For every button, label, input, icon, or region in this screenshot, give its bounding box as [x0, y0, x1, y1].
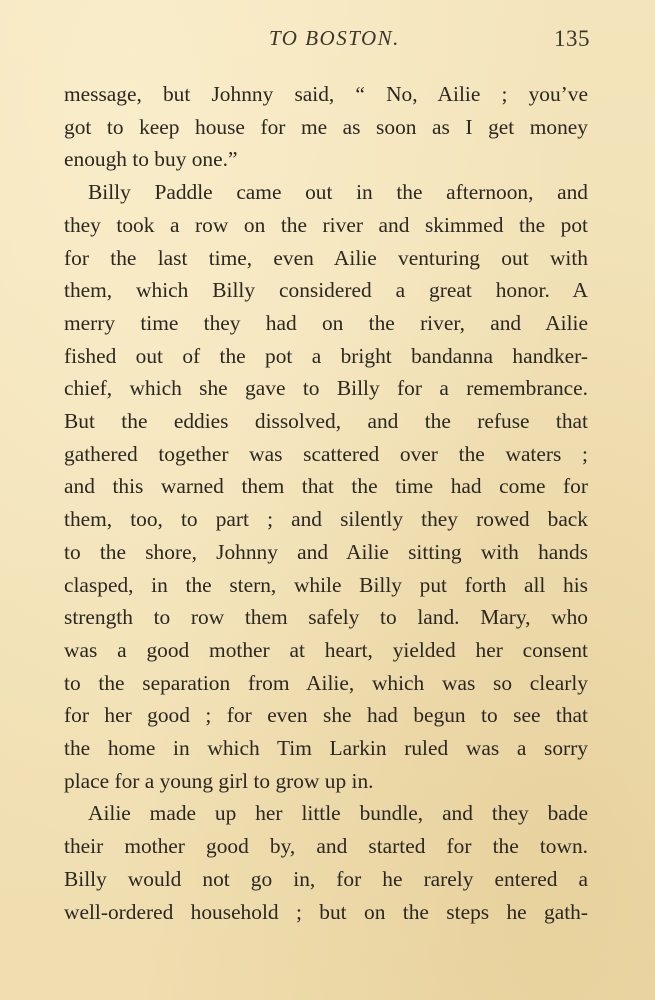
text-line: well-ordered household ; but on the steps he gath-: [64, 899, 588, 924]
running-head: [64, 26, 588, 54]
text-line: gathered together was scattered over the waters ;: [64, 441, 588, 466]
text-line: them, which Billy considered a great honor. A: [64, 278, 588, 303]
text-line: for her good ; for even she had begun to see that: [64, 703, 588, 728]
text-line: strength to row them safely to land. Mary, who: [64, 605, 588, 630]
text-line: chief, which she gave to Billy for a remembrance.: [64, 376, 588, 401]
body-text: [64, 78, 588, 928]
text-line: Billy Paddle came out in the afternoon, and: [88, 180, 588, 205]
text-line: message, but Johnny said, “ No, Ailie ; you’ve: [64, 82, 588, 106]
text-line: their mother good by, and started for the town.: [64, 834, 588, 859]
text-line: enough to buy one.”: [64, 147, 238, 172]
text-line: place for a young girl to grow up in.: [64, 768, 374, 793]
text-line: Ailie made up her little bundle, and they bade: [88, 801, 588, 826]
text-line: and this warned them that the time had come for: [64, 474, 588, 499]
text-line: clasped, in the stern, while Billy put forth all his: [64, 572, 588, 597]
text-line: to the separation from Ailie, which was so clearly: [64, 670, 588, 695]
paragraph: [64, 176, 588, 797]
text-line: Billy would not go in, for he rarely entered a: [64, 866, 588, 891]
running-title: TO BOSTON.: [269, 26, 400, 50]
paragraph: [64, 797, 588, 928]
text-line: was a good mother at heart, yielded her consent: [64, 637, 588, 662]
paragraph: [64, 78, 588, 176]
text-line: they took a row on the river and skimmed the pot: [64, 212, 588, 237]
text-line: them, too, to part ; and silently they rowed back: [64, 507, 588, 532]
text-line: got to keep house for me as soon as I get money: [64, 114, 588, 139]
text-line: for the last time, even Ailie venturing out with: [64, 245, 588, 270]
text-line: But the eddies dissolved, and the refuse that: [64, 409, 588, 434]
text-line: fished out of the pot a bright bandanna handker-: [64, 343, 588, 368]
text-line: to the shore, Johnny and Ailie sitting with hands: [64, 539, 588, 564]
text-line: merry time they had on the river, and Ailie: [64, 310, 588, 335]
page-number: 135: [554, 26, 590, 51]
text-line: the home in which Tim Larkin ruled was a sorry: [64, 736, 588, 761]
